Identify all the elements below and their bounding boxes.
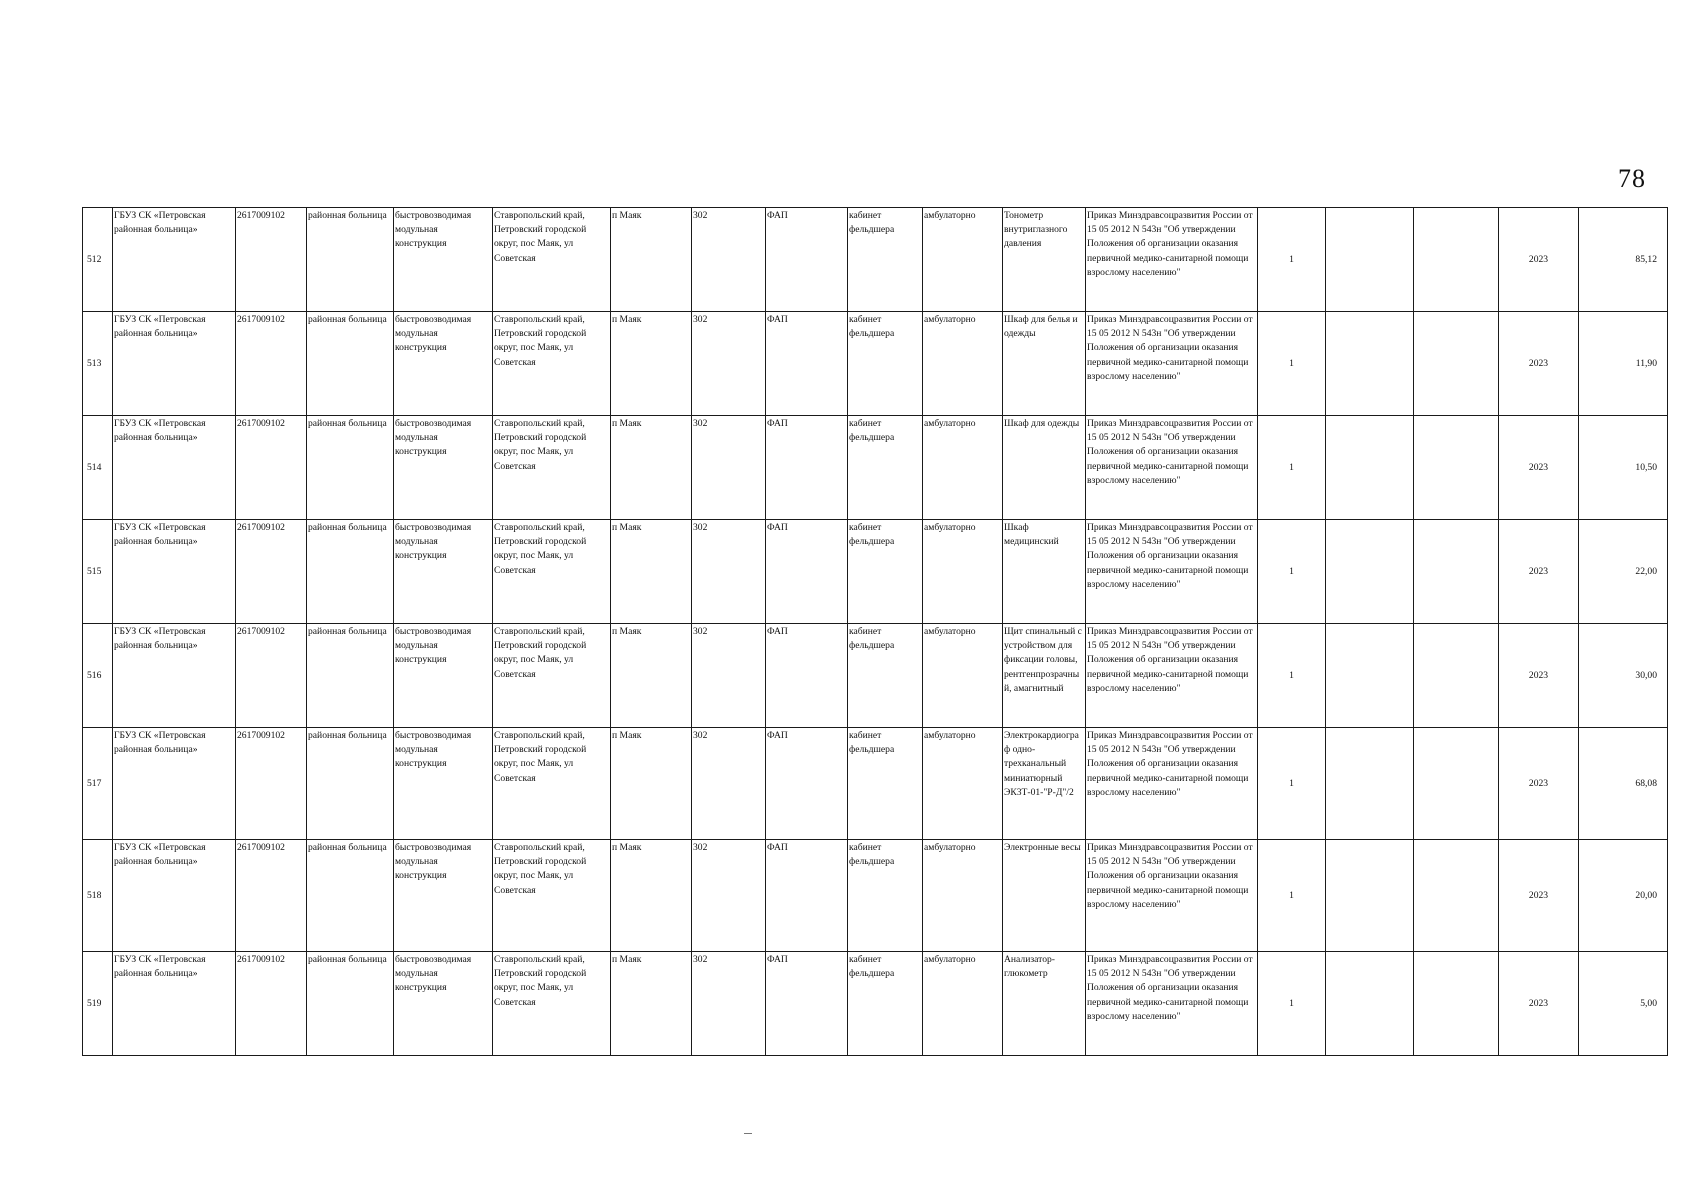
population-cell: 302 [692, 840, 766, 952]
quantity-cell: 1 [1258, 416, 1326, 520]
address-cell: Ставропольский край, Петровский городской округ, пос Маяк, ул Советская [493, 416, 611, 520]
facility-type-cell: районная больница [307, 728, 394, 840]
room-cell: кабинет фельдшера [848, 840, 923, 952]
empty-cell [1326, 840, 1414, 952]
address-cell: Ставропольский край, Петровский городской округ, пос Маяк, ул Советская [493, 624, 611, 728]
care-type-cell: амбулаторно [923, 840, 1003, 952]
organization-cell: ГБУЗ СК «Петровская районная больница» [113, 952, 236, 1056]
quantity-cell: 1 [1258, 952, 1326, 1056]
address-cell: Ставропольский край, Петровский городской округ, пос Маяк, ул Советская [493, 312, 611, 416]
settlement-cell: п Маяк [611, 312, 692, 416]
year-cell: 2023 [1499, 520, 1579, 624]
organization-cell: ГБУЗ СК «Петровская районная больница» [113, 312, 236, 416]
settlement-cell: п Маяк [611, 208, 692, 312]
facility-type-cell: районная больница [307, 312, 394, 416]
care-type-cell: амбулаторно [923, 952, 1003, 1056]
row-number: 519 [83, 952, 113, 1056]
empty-cell [1414, 312, 1499, 416]
population-cell: 302 [692, 312, 766, 416]
inn-cell: 2617009102 [236, 952, 307, 1056]
year-cell: 2023 [1499, 952, 1579, 1056]
row-number: 517 [83, 728, 113, 840]
order-cell: Приказ Минздравсоцразвития России от 15 05 2012 N 543н "Об утверждении Положения об организации оказания первичной медико-санитарной помощи взрослому населению" [1086, 840, 1258, 952]
construction-cell: быстровозводимая модульная конструкция [394, 312, 493, 416]
order-cell: Приказ Минздравсоцразвития России от 15 05 2012 N 543н "Об утверждении Положения об организации оказания первичной медико-санитарной помощи взрослому населению" [1086, 952, 1258, 1056]
unit-cell: ФАП [766, 840, 848, 952]
construction-cell: быстровозводимая модульная конструкция [394, 624, 493, 728]
empty-cell [1414, 208, 1499, 312]
unit-cell: ФАП [766, 624, 848, 728]
unit-cell: ФАП [766, 208, 848, 312]
row-number: 515 [83, 520, 113, 624]
table-row [83, 520, 1668, 624]
price-cell: 11,90 [1579, 312, 1668, 416]
quantity-cell: 1 [1258, 728, 1326, 840]
equipment-cell: Шкаф медицинский [1003, 520, 1086, 624]
unit-cell: ФАП [766, 728, 848, 840]
table-row [83, 840, 1668, 952]
price-cell: 5,00 [1579, 952, 1668, 1056]
facility-type-cell: районная больница [307, 624, 394, 728]
equipment-cell: Тонометр внутриглазного давления [1003, 208, 1086, 312]
equipment-cell: Анализатор-глюкометр [1003, 952, 1086, 1056]
quantity-cell: 1 [1258, 208, 1326, 312]
population-cell: 302 [692, 520, 766, 624]
empty-cell [1326, 208, 1414, 312]
row-number: 518 [83, 840, 113, 952]
organization-cell: ГБУЗ СК «Петровская районная больница» [113, 416, 236, 520]
facility-type-cell: районная больница [307, 952, 394, 1056]
care-type-cell: амбулаторно [923, 624, 1003, 728]
equipment-cell: Шкаф для белья и одежды [1003, 312, 1086, 416]
year-cell: 2023 [1499, 728, 1579, 840]
table-row [83, 208, 1668, 312]
empty-cell [1414, 840, 1499, 952]
row-number: 513 [83, 312, 113, 416]
quantity-cell: 1 [1258, 840, 1326, 952]
unit-cell: ФАП [766, 416, 848, 520]
construction-cell: быстровозводимая модульная конструкция [394, 728, 493, 840]
empty-cell [1326, 624, 1414, 728]
table-row [83, 952, 1668, 1056]
price-cell: 85,12 [1579, 208, 1668, 312]
care-type-cell: амбулаторно [923, 416, 1003, 520]
empty-cell [1326, 416, 1414, 520]
order-cell: Приказ Минздравсоцразвития России от 15 05 2012 N 543н "Об утверждении Положения об организации оказания первичной медико-санитарной помощи взрослому населению" [1086, 520, 1258, 624]
inn-cell: 2617009102 [236, 416, 307, 520]
empty-cell [1326, 312, 1414, 416]
empty-cell [1326, 728, 1414, 840]
organization-cell: ГБУЗ СК «Петровская районная больница» [113, 624, 236, 728]
table-row [83, 624, 1668, 728]
register-body [83, 208, 1668, 1056]
room-cell: кабинет фельдшера [848, 208, 923, 312]
unit-cell: ФАП [766, 312, 848, 416]
construction-cell: быстровозводимая модульная конструкция [394, 208, 493, 312]
construction-cell: быстровозводимая модульная конструкция [394, 840, 493, 952]
settlement-cell: п Маяк [611, 840, 692, 952]
population-cell: 302 [692, 624, 766, 728]
inn-cell: 2617009102 [236, 624, 307, 728]
settlement-cell: п Маяк [611, 520, 692, 624]
address-cell: Ставропольский край, Петровский городской округ, пос Маяк, ул Советская [493, 952, 611, 1056]
order-cell: Приказ Минздравсоцразвития России от 15 05 2012 N 543н "Об утверждении Положения об организации оказания первичной медико-санитарной помощи взрослому населению" [1086, 416, 1258, 520]
unit-cell: ФАП [766, 520, 848, 624]
settlement-cell: п Маяк [611, 728, 692, 840]
row-number: 514 [83, 416, 113, 520]
facility-type-cell: районная больница [307, 416, 394, 520]
address-cell: Ставропольский край, Петровский городской округ, пос Маяк, ул Советская [493, 728, 611, 840]
unit-cell: ФАП [766, 952, 848, 1056]
population-cell: 302 [692, 728, 766, 840]
care-type-cell: амбулаторно [923, 208, 1003, 312]
address-cell: Ставропольский край, Петровский городской округ, пос Маяк, ул Советская [493, 840, 611, 952]
table-row [83, 312, 1668, 416]
year-cell: 2023 [1499, 840, 1579, 952]
quantity-cell: 1 [1258, 624, 1326, 728]
room-cell: кабинет фельдшера [848, 416, 923, 520]
equipment-cell: Электрокардиограф одно-трехканальный миниатюрный ЭК3Т-01-"Р-Д"/2 [1003, 728, 1086, 840]
quantity-cell: 1 [1258, 312, 1326, 416]
room-cell: кабинет фельдшера [848, 624, 923, 728]
quantity-cell: 1 [1258, 520, 1326, 624]
settlement-cell: п Маяк [611, 952, 692, 1056]
facility-type-cell: районная больница [307, 208, 394, 312]
page-number: 78 [1618, 164, 1646, 193]
price-cell: 20,00 [1579, 840, 1668, 952]
year-cell: 2023 [1499, 416, 1579, 520]
room-cell: кабинет фельдшера [848, 728, 923, 840]
order-cell: Приказ Минздравсоцразвития России от 15 05 2012 N 543н "Об утверждении Положения об организации оказания первичной медико-санитарной помощи взрослому населению" [1086, 728, 1258, 840]
inn-cell: 2617009102 [236, 312, 307, 416]
address-cell: Ставропольский край, Петровский городской округ, пос Маяк, ул Советская [493, 208, 611, 312]
equipment-cell: Электронные весы [1003, 840, 1086, 952]
settlement-cell: п Маяк [611, 416, 692, 520]
empty-cell [1414, 952, 1499, 1056]
organization-cell: ГБУЗ СК «Петровская районная больница» [113, 840, 236, 952]
room-cell: кабинет фельдшера [848, 952, 923, 1056]
empty-cell [1414, 520, 1499, 624]
empty-cell [1326, 520, 1414, 624]
care-type-cell: амбулаторно [923, 520, 1003, 624]
order-cell: Приказ Минздравсоцразвития России от 15 05 2012 N 543н "Об утверждении Положения об организации оказания первичной медико-санитарной помощи взрослому населению" [1086, 312, 1258, 416]
year-cell: 2023 [1499, 312, 1579, 416]
price-cell: 68,08 [1579, 728, 1668, 840]
inn-cell: 2617009102 [236, 840, 307, 952]
inn-cell: 2617009102 [236, 728, 307, 840]
facility-type-cell: районная больница [307, 520, 394, 624]
inn-cell: 2617009102 [236, 520, 307, 624]
construction-cell: быстровозводимая модульная конструкция [394, 416, 493, 520]
care-type-cell: амбулаторно [923, 728, 1003, 840]
year-cell: 2023 [1499, 208, 1579, 312]
price-cell: 10,50 [1579, 416, 1668, 520]
inn-cell: 2617009102 [236, 208, 307, 312]
order-cell: Приказ Минздравсоцразвития России от 15 05 2012 N 543н "Об утверждении Положения об организации оказания первичной медико-санитарной помощи взрослому населению" [1086, 208, 1258, 312]
construction-cell: быстровозводимая модульная конструкция [394, 520, 493, 624]
equipment-cell: Щит спинальный с устройством для фиксации головы, рентгенпрозрачный, амагнитный [1003, 624, 1086, 728]
year-cell: 2023 [1499, 624, 1579, 728]
facility-type-cell: районная больница [307, 840, 394, 952]
construction-cell: быстровозводимая модульная конструкция [394, 952, 493, 1056]
row-number: 516 [83, 624, 113, 728]
empty-cell [1326, 952, 1414, 1056]
page-mark [744, 1133, 752, 1134]
price-cell: 22,00 [1579, 520, 1668, 624]
row-number: 512 [83, 208, 113, 312]
organization-cell: ГБУЗ СК «Петровская районная больница» [113, 520, 236, 624]
room-cell: кабинет фельдшера [848, 312, 923, 416]
price-cell: 30,00 [1579, 624, 1668, 728]
organization-cell: ГБУЗ СК «Петровская районная больница» [113, 208, 236, 312]
organization-cell: ГБУЗ СК «Петровская районная больница» [113, 728, 236, 840]
empty-cell [1414, 728, 1499, 840]
empty-cell [1414, 416, 1499, 520]
equipment-register-table [82, 207, 1668, 1056]
table-row [83, 728, 1668, 840]
empty-cell [1414, 624, 1499, 728]
care-type-cell: амбулаторно [923, 312, 1003, 416]
population-cell: 302 [692, 952, 766, 1056]
address-cell: Ставропольский край, Петровский городской округ, пос Маяк, ул Советская [493, 520, 611, 624]
population-cell: 302 [692, 416, 766, 520]
order-cell: Приказ Минздравсоцразвития России от 15 05 2012 N 543н "Об утверждении Положения об организации оказания первичной медико-санитарной помощи взрослому населению" [1086, 624, 1258, 728]
equipment-cell: Шкаф для одежды [1003, 416, 1086, 520]
room-cell: кабинет фельдшера [848, 520, 923, 624]
table-row [83, 416, 1668, 520]
population-cell: 302 [692, 208, 766, 312]
settlement-cell: п Маяк [611, 624, 692, 728]
